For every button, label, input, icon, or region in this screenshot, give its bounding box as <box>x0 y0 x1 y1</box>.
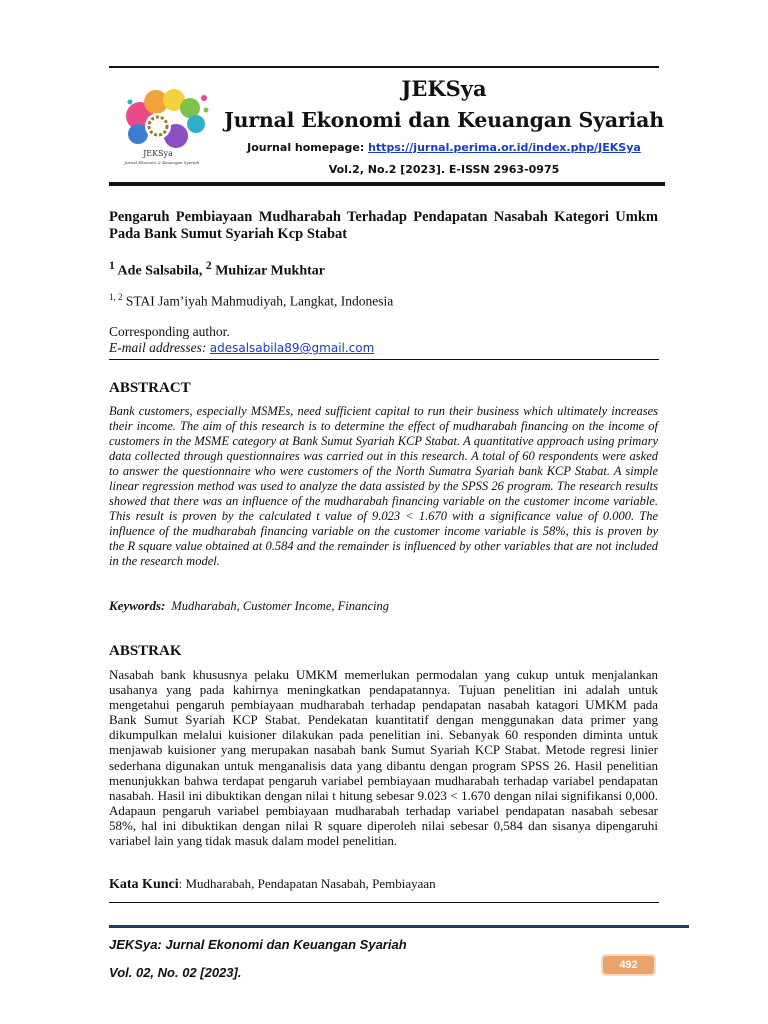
logo-subtext: Jurnal Ekonomi & Keuangan Syariah <box>124 160 200 165</box>
top-rule <box>109 66 659 68</box>
homepage-label: Journal homepage: <box>247 141 369 154</box>
journal-homepage <box>0 141 768 154</box>
footer-journal: JEKSya: Jurnal Ekonomi dan Keuangan Syariah <box>109 937 407 952</box>
header-rule <box>109 182 665 186</box>
journal-volume: Vol.2, No.2 [2023]. E-ISSN 2963-0975 <box>328 163 560 176</box>
author2-sup: 2 <box>205 259 212 272</box>
kata-kunci <box>109 876 436 893</box>
corresponding-author: Corresponding author. <box>109 324 230 339</box>
journal-title: Jurnal Ekonomi dan Keuangan Syariah <box>224 108 664 132</box>
abstract-text: Bank customers, especially MSMEs, need sufficient capital to run their business which ultimately increases their income. The aim of this research is to determine the effect of mudharabah financing on the income of customers in the MSME category at Bank Sumut Syariah KCP Stabat. A quantitative approach using primary data collected through questionnaires was carried out in this research. A total of 60 respondents were asked to answer the questionnaire who were customers of the North Sumatra Syariah bank KCP Stabat. A simple linear regression method was used to analyze the data assisted by the SPSS 26 program. The research results showed that there was an influence of the mudharabah financing variable on the customer income variable. This result is proven by the calculated t value of 9.023 < 1.670 with a significance value of 0.000. The influence of the mudharabah financing variable on the customer income variable is 58%, this is proven by the R square value obtained at 0.584 and the remainder is influenced by other variables that are not included in the research model. <box>109 404 658 568</box>
author1-name: Ade Salsabila, <box>114 263 206 279</box>
keywords <box>109 598 389 614</box>
authors <box>109 259 325 280</box>
kata-kunci-label: Kata Kunci <box>109 877 179 892</box>
abstract-heading: ABSTRACT <box>109 380 191 396</box>
homepage-link[interactable]: https://jurnal.perima.or.id/index.php/JEKSya <box>368 141 641 154</box>
keywords-text: Mudharabah, Customer Income, Financing <box>171 599 390 613</box>
page-number: 492 <box>601 954 656 976</box>
author1-sup: 1 <box>109 259 115 272</box>
divider-bottom <box>109 902 659 903</box>
divider <box>109 359 659 360</box>
email-label: E-mail addresses: <box>109 340 210 355</box>
logo-text: JEKSya <box>143 149 173 158</box>
kata-kunci-text: : Mudharabah, Pendapatan Nasabah, Pembiayaan <box>178 876 436 891</box>
email-line <box>109 340 374 356</box>
author2-name: Muhizar Mukhtar <box>211 263 325 279</box>
journal-abbreviation: JEKSya <box>401 76 487 101</box>
article-title: Pengaruh Pembiayaan Mudharabah Terhadap Pendapatan Nasabah Kategori Umkm Pada Bank Sumut Syariah Kcp Stabat <box>109 209 658 242</box>
abstrak-heading: ABSTRAK <box>109 643 182 659</box>
footer-volume: Vol. 02, No. 02 [2023]. <box>109 965 242 980</box>
affiliation <box>109 292 393 310</box>
affiliation-sup: 1, 2 <box>109 292 123 302</box>
email-link[interactable]: adesalsabila89@gmail.com <box>209 341 375 355</box>
abstrak-text: Nasabah bank khususnya pelaku UMKM memerlukan permodalan yang cukup untuk menjalankan usahanya yang pada kahirnya meningkatkan pendapatannya. Tujuan penelitian ini adalah untuk mengetahui pengaruh pembiayaan mudharabah terhadap pendapatan nasabah katagori UMKM pada Bank Sumut Syariah KCP Stabat. Pendekatan kuantitatif dengan menggunakan data primer yang dikumpulkan melalui kuisioner dilakukan pada penelitian ini. Sebanyak 60 responden diminta untuk menjawab kuisioner yang merupakan nasabah bank Sumut Syariah KCP Stabat. Metode regresi linier sederhana digunakan untuk menganalisis data yang dibantu dengan program SPSS 26. Hasil penelitian menunjukkan bahwa terdapat pengaruh variabel pembiayaan mudharabah terhadap variabel pendapatan nasabah. Hasil ini dibuktikan dengan nilai t hitung sebesar 9.023 < 1.670 dengan nilai signifikansi 0,000. Adapaun pengaruh variabel pembiayaan mudharabah terhadap variabel pendapatan nasabah sebesar 58%, hal ini dibuktikan dengan nilai R square diperoleh nilai sebesar 0,584 dan sisanya dipengaruhi variabel lain yang tidak masuk dalam model penelitian. <box>109 667 658 849</box>
affiliation-text: STAI Jam’iyah Mahmudiyah, Langkat, Indonesia <box>122 293 394 309</box>
keywords-label: Keywords: <box>109 598 166 613</box>
footer-rule <box>109 925 689 928</box>
